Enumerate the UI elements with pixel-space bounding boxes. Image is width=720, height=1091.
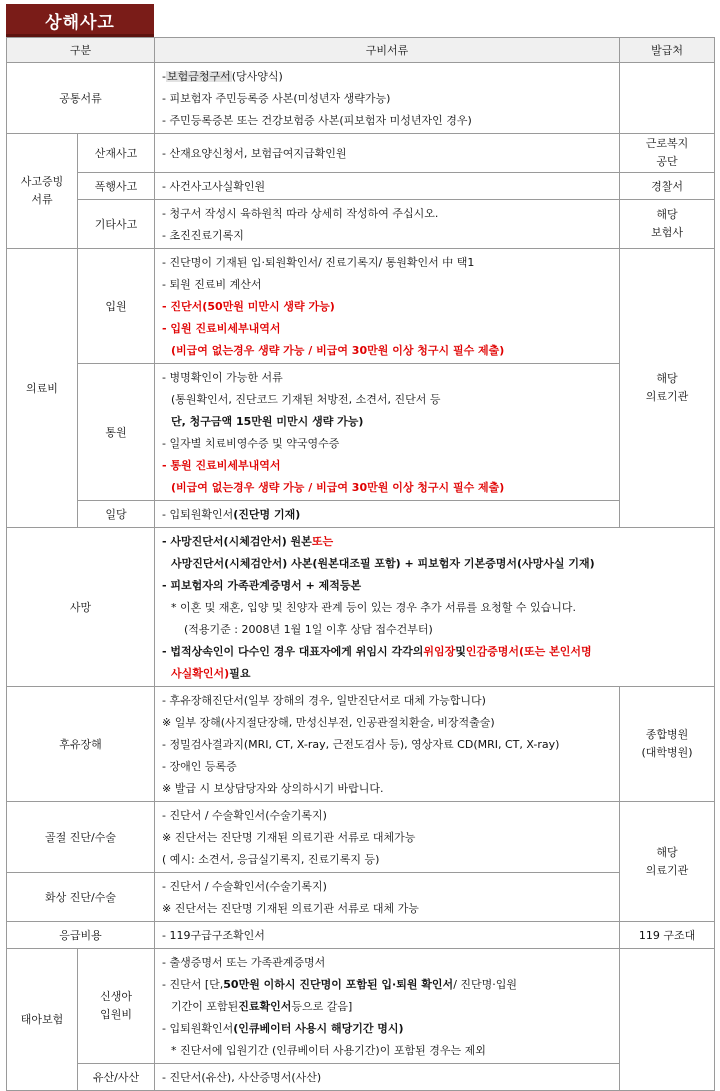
doc-line: * 진단서에 입원기간 (인큐베이터 사용기간)이 포함된 경우는 제외 — [171, 1043, 486, 1057]
docs-inpatient — [155, 249, 620, 364]
required-documents-table — [6, 37, 715, 1091]
category-common: 공통서류 — [7, 63, 155, 134]
category-medical: 의료비 — [7, 249, 78, 528]
issuer-fetal — [620, 949, 715, 1091]
doc-line: ※ 진단서는 진단명 기재된 의료기관 서류로 대체가능 — [162, 830, 416, 844]
row-medical-inpatient — [7, 249, 715, 364]
highlighted-text: 보험금청구서 — [167, 69, 231, 83]
doc-line: - 보험금청구서 (당사양식) — [162, 69, 283, 83]
doc-line: - 입퇴원확인서 (진단명 기재) — [162, 507, 301, 521]
doc-line: - 119구급구조확인서 — [162, 928, 265, 942]
doc-line: (비급여 없는경우 생략 가능 / 비급여 30만원 이상 청구시 필수 제출) — [171, 480, 505, 494]
doc-line: - 피보험자의 가족관계증명서 + 제적등본 — [162, 578, 362, 592]
doc-line: - 사망진단서(시체검안서) 원본 또는 — [162, 534, 334, 548]
header-documents: 구비서류 — [155, 38, 620, 63]
subcategory-inpatient: 입원 — [78, 249, 155, 364]
issuer-emergency: 119 구조대 — [620, 922, 715, 949]
issuer-common — [620, 63, 715, 134]
docs-disability — [155, 687, 620, 802]
doc-line: ※ 발급 시 보상담당자와 상의하시기 바랍니다. — [162, 781, 384, 795]
subcategory-outpatient: 통원 — [78, 364, 155, 501]
row-fetal-stillbirth — [7, 1064, 715, 1091]
row-medical-outpatient — [7, 364, 715, 501]
row-medical-daily — [7, 501, 715, 528]
doc-line: - 퇴원 진료비 계산서 — [162, 277, 262, 291]
issuer-other: 해당 보험사 — [620, 200, 715, 249]
issuer-assault: 경찰서 — [620, 173, 715, 200]
doc-line: - 정밀검사결과지(MRI, CT, X-ray, 근전도검사 등), 영상자료 CD(MRI, CT, X-ray) — [162, 737, 560, 751]
doc-line: - 진단서(50만원 미만시 생략 가능) — [162, 299, 335, 313]
row-other-accident — [7, 200, 715, 249]
row-disability — [7, 687, 715, 802]
doc-line: - 진단서(유산), 사산증명서(사산) — [162, 1070, 322, 1084]
subcategory-newborn: 신생아 입원비 — [78, 949, 155, 1064]
doc-line: - 산재요양신청서, 보험급여지급확인원 — [162, 146, 347, 160]
docs-daily — [155, 501, 620, 528]
row-common — [7, 63, 715, 134]
doc-line: - 통원 진료비세부내역서 — [162, 458, 281, 472]
subcategory-stillbirth: 유산/사산 — [78, 1064, 155, 1091]
doc-line: - 진단서 / 수술확인서(수술기록지) — [162, 808, 327, 822]
doc-line: 사망진단서(시체검안서) 사본(원본대조필 포함) + 피보험자 기본증명서(사망사실 기재) — [171, 556, 595, 570]
doc-line: - 일자별 치료비영수증 및 약국영수증 — [162, 436, 340, 450]
doc-line: - 진단명이 기재된 입·퇴원확인서/ 진료기록지/ 통원확인서 中 택1 — [162, 255, 475, 269]
category-emergency: 응급비용 — [7, 922, 155, 949]
docs-burn — [155, 873, 620, 922]
doc-line: - 진단서 / 수술확인서(수술기록지) — [162, 879, 327, 893]
doc-line: 기간이 포함된 진료확인서 등으로 갈음] — [171, 999, 353, 1013]
category-accident-proof: 사고증빙 서류 — [7, 134, 78, 249]
doc-line: - 입퇴원확인서 (인큐베이터 사용시 해당기간 명시) — [162, 1021, 404, 1035]
doc-line: - 초진진료기록지 — [162, 228, 244, 242]
category-disability: 후유장해 — [7, 687, 155, 802]
doc-line: ※ 진단서는 진단명 기재된 의료기관 서류로 대체 가능 — [162, 901, 419, 915]
doc-line: (적용기준 : 2008년 1월 1일 이후 상담 접수건부터) — [184, 622, 433, 636]
doc-line: - 출생증명서 또는 가족관계증명서 — [162, 955, 326, 969]
docs-outpatient — [155, 364, 620, 501]
issuer-fracture-burn: 해당 의료기관 — [620, 802, 715, 922]
row-industrial-accident — [7, 134, 715, 173]
docs-stillbirth — [155, 1064, 620, 1091]
doc-line: - 병명확인이 가능한 서류 — [162, 370, 283, 384]
doc-line: (비급여 없는경우 생략 가능 / 비급여 30만원 이상 청구시 필수 제출) — [171, 343, 505, 357]
category-burn: 화상 진단/수술 — [7, 873, 155, 922]
header-category: 구분 — [7, 38, 155, 63]
doc-line: - 사건사고사실확인원 — [162, 179, 266, 193]
doc-line: * 이혼 및 재혼, 입양 및 친양자 관계 등이 있는 경우 추가 서류를 요청할 수 있습니다. — [171, 600, 576, 614]
doc-line: - 청구서 작성시 육하원칙 따라 상세히 작성하여 주십시오. — [162, 206, 439, 220]
subcategory-other: 기타사고 — [78, 200, 155, 249]
subcategory-industrial: 산재사고 — [78, 134, 155, 173]
docs-newborn — [155, 949, 620, 1064]
issuer-disability: 종합병원 (대학병원) — [620, 687, 715, 802]
doc-line: ( 예시: 소견서, 응급실기록지, 진료기록지 등) — [162, 852, 380, 866]
docs-death — [155, 528, 715, 687]
row-assault — [7, 173, 715, 200]
category-fracture: 골절 진단/수술 — [7, 802, 155, 873]
header-issuer: 발급처 — [620, 38, 715, 63]
doc-line: - 법적상속인이 다수인 경우 대표자에게 위임시 각각의 위임장 및 인감증명서(또는 본인서명 — [162, 644, 592, 658]
row-fracture — [7, 802, 715, 873]
doc-line: - 피보험자 주민등록증 사본(미성년자 생략가능) — [162, 91, 391, 105]
doc-line: ※ 일부 장해(사지절단장해, 만성신부전, 인공관절치환술, 비장적출술) — [162, 715, 495, 729]
row-fetal-newborn — [7, 949, 715, 1064]
docs-assault — [155, 173, 620, 200]
table-header-row — [7, 38, 715, 63]
docs-emergency — [155, 922, 620, 949]
issuer-medical: 해당 의료기관 — [620, 249, 715, 528]
row-emergency — [7, 922, 715, 949]
doc-line: - 주민등록증본 또는 건강보험증 사본(피보험자 미성년자인 경우) — [162, 113, 472, 127]
page-title: 상해사고 — [6, 4, 154, 37]
category-fetal: 태아보험 — [7, 949, 78, 1091]
doc-line: - 입원 진료비세부내역서 — [162, 321, 281, 335]
doc-line: 단, 청구금액 15만원 미만시 생략 가능) — [171, 414, 364, 428]
row-burn — [7, 873, 715, 922]
docs-common — [155, 63, 620, 134]
docs-fracture — [155, 802, 620, 873]
row-death — [7, 528, 715, 687]
category-death: 사망 — [7, 528, 155, 687]
subcategory-daily: 일당 — [78, 501, 155, 528]
issuer-industrial: 근로복지 공단 — [620, 134, 715, 173]
subcategory-assault: 폭행사고 — [78, 173, 155, 200]
doc-line: - 진단서 [단, 50만원 이하시 진단명이 포함된 입·퇴원 확인서 / 진단명·입원 — [162, 977, 518, 991]
docs-other — [155, 200, 620, 249]
doc-line: 사실확인서) 필요 — [171, 666, 251, 680]
doc-line: - 후유장해진단서(일부 장해의 경우, 일반진단서로 대체 가능합니다) — [162, 693, 486, 707]
doc-line: - 장애인 등록증 — [162, 759, 237, 773]
doc-line: (통원확인서, 진단코드 기재된 처방전, 소견서, 진단서 등 — [171, 392, 441, 406]
docs-industrial — [155, 134, 620, 173]
